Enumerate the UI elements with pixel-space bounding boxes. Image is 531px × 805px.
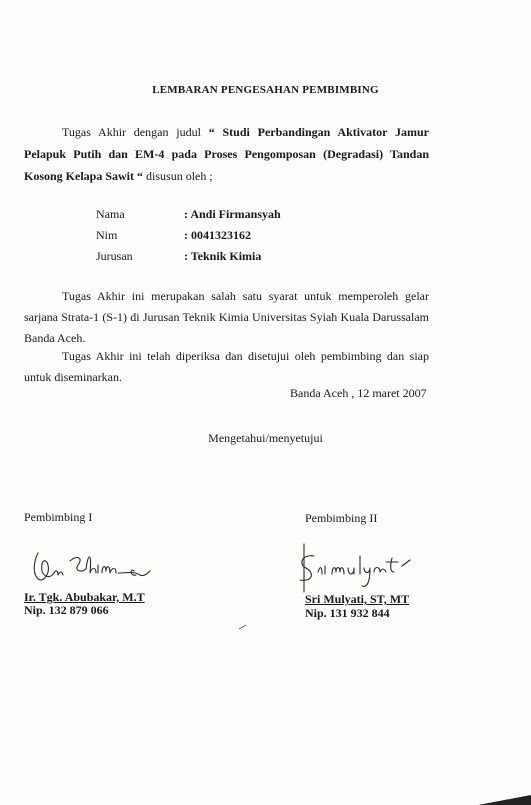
intro-paragraph	[24, 121, 429, 187]
author-row-nim	[96, 225, 281, 246]
acknowledge-text: Mengetahui/menyetujui	[208, 431, 323, 445]
author-row-name	[96, 204, 281, 225]
supervisor-2-label: Pembimbing II	[305, 511, 378, 525]
author-row-department	[96, 246, 281, 267]
approval-text: Tugas Akhir ini telah diperiksa dan disetujui oleh pembimbing dan siap untuk diseminarkan.	[24, 349, 429, 384]
author-label: Jurusan	[96, 249, 133, 263]
corner-mark	[478, 785, 531, 805]
intro-prefix: Tugas Akhir dengan judul	[62, 125, 209, 139]
scan-speck	[238, 624, 248, 630]
page-title: LEMBARAN PENGESAHAN PEMBIMBING	[152, 84, 379, 96]
intro-suffix: disusun oleh ;	[143, 169, 213, 183]
author-value: : Andi Firmansyah	[184, 207, 281, 221]
requirement-text: Tugas Akhir ini merupakan salah satu syarat untuk memperoleh gelar sarjana Strata-1 (S-1) di Jurusan Teknik Kimia Universitas Syiah Kuala Darussalam Banda Aceh.	[24, 289, 429, 345]
supervisor-1-signature	[30, 543, 160, 589]
approval-paragraph	[24, 346, 429, 388]
supervisor-2-nip: Nip. 131 932 844	[305, 606, 390, 620]
author-label: Nama	[96, 207, 125, 221]
supervisor-1-label: Pembimbing I	[24, 510, 93, 524]
supervisor-2-name: Sri Mulyati, ST, MT	[305, 592, 410, 606]
supervisor-1-nip: Nip. 132 879 066	[24, 603, 109, 617]
author-value: : Teknik Kimia	[184, 249, 262, 263]
author-info	[96, 204, 281, 267]
requirement-paragraph	[24, 286, 429, 349]
supervisor-1-name: Ir. Tgk. Abubakar, M.T	[24, 590, 145, 604]
place-date: Banda Aceh , 12 maret 2007	[290, 386, 427, 400]
thesis-title: “ Studi Perbandingan Aktivator Jamur Pelapuk Putih dan EM-4 pada Proses Pengomposan (Degradasi) Tandan Kosong Kelapa Sawit “	[24, 125, 429, 183]
author-label: Nim	[96, 228, 118, 242]
supervisor-2-signature	[298, 542, 448, 594]
author-value: : 0041323162	[184, 228, 251, 242]
